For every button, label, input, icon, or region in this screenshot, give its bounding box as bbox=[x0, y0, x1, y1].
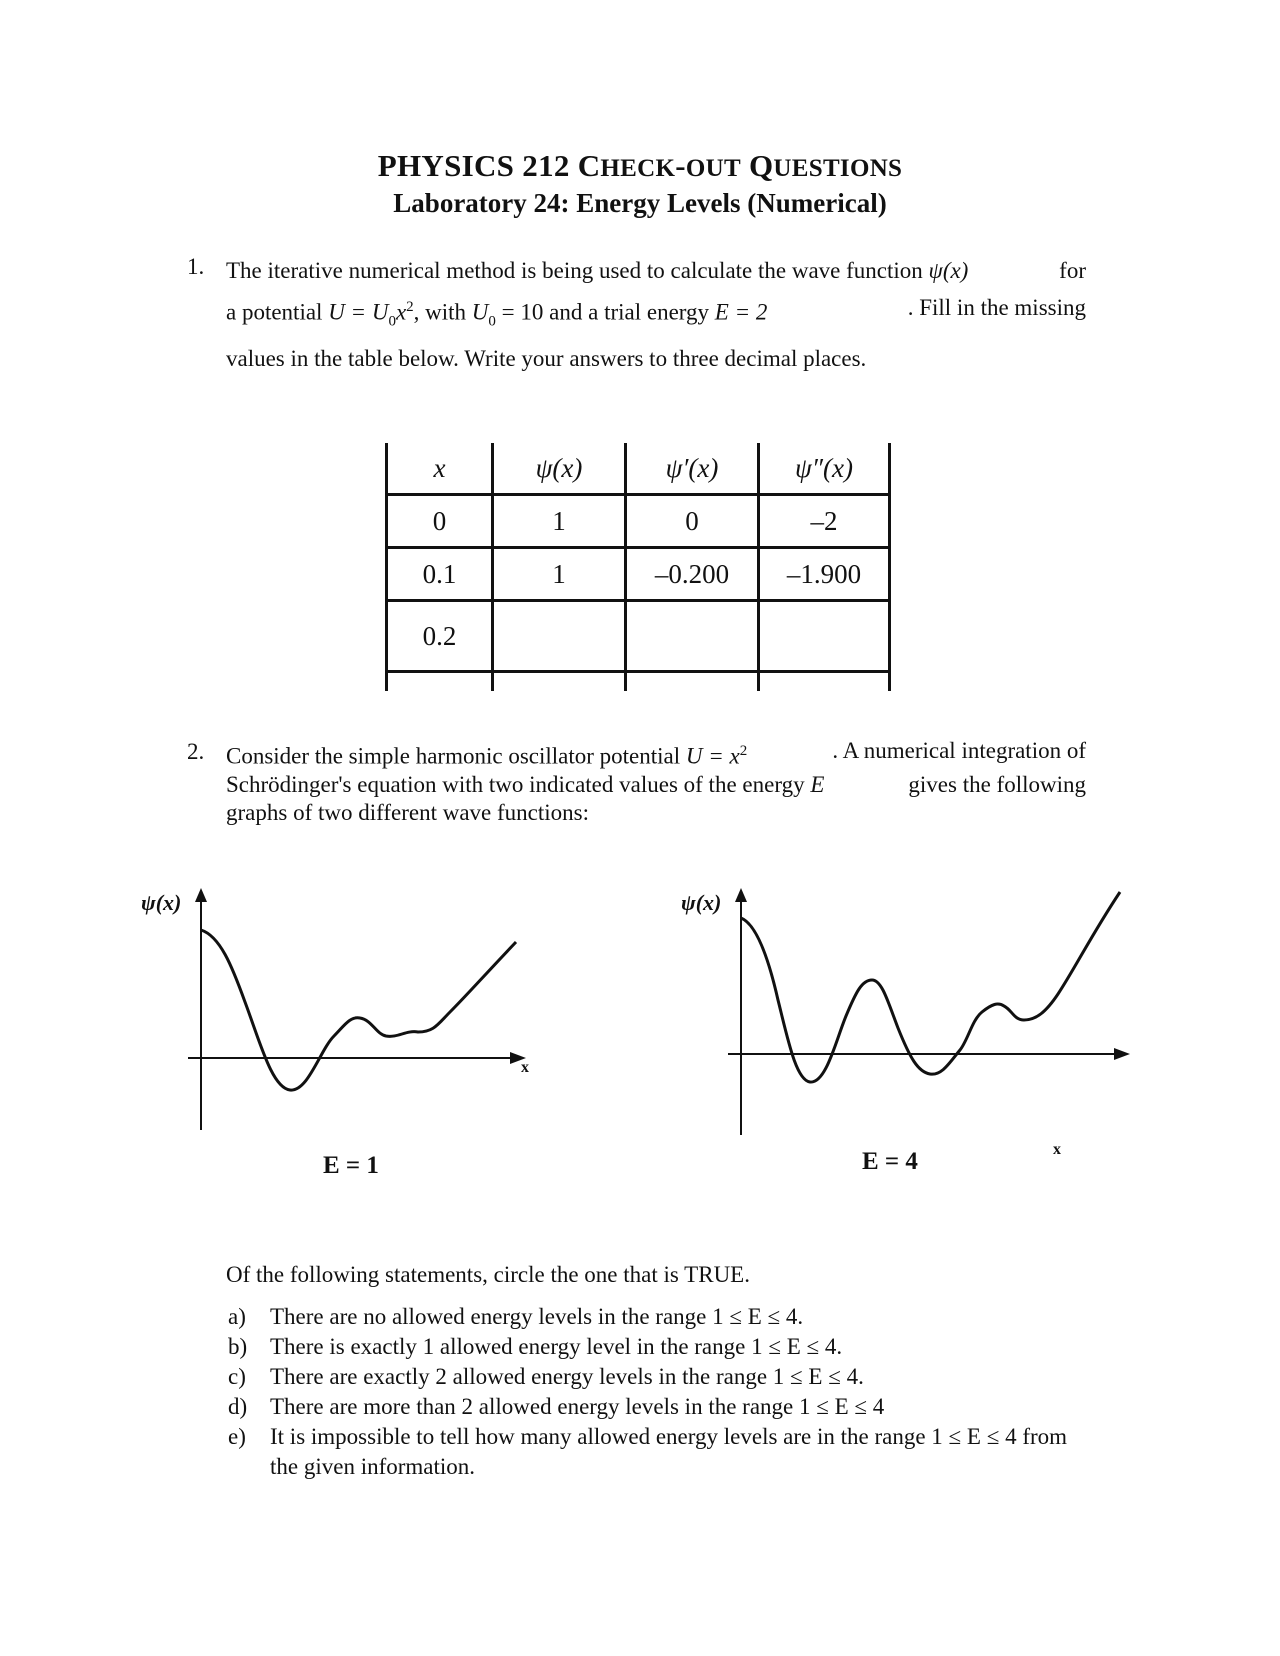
table-cell: –2 bbox=[759, 495, 890, 548]
graph-1-y-arrow-icon bbox=[195, 888, 207, 902]
option-a[interactable] bbox=[228, 1302, 1088, 1332]
option-text: There are more than 2 allowed energy levels in the range 1 ≤ E ≤ 4 bbox=[270, 1394, 885, 1419]
option-letter: b) bbox=[228, 1334, 248, 1359]
graph-1-curve bbox=[201, 930, 516, 1090]
table-header-cell: ψ′(x) bbox=[626, 443, 759, 495]
table-cell: 0.2 bbox=[387, 601, 493, 672]
question-2-text: Consider the simple harmonic oscillator potential $U = x^2$ . A numerical integration of Schrödinger's equation with two indicated values of the energy E gives the following graphs of two different wave functions: bbox=[226, 738, 1086, 825]
option-text: There are no allowed energy levels in the range 1 ≤ E ≤ 4. bbox=[270, 1304, 804, 1329]
option-text: It is impossible to tell how many allowed energy levels are in the range 1 ≤ E ≤ 4 from the given information. bbox=[270, 1424, 1068, 1479]
table-header-cell: x bbox=[387, 443, 493, 495]
graph-2-y-arrow-icon bbox=[735, 888, 747, 902]
graph-1-wavefunction bbox=[180, 880, 540, 1150]
graph-1-xlabel: x bbox=[521, 1059, 529, 1076]
table-cell: 0.1 bbox=[387, 548, 493, 601]
table-row bbox=[387, 601, 890, 672]
graph-2-ylabel: ψ(x) bbox=[681, 890, 722, 915]
graph-2-x-arrow-icon bbox=[1114, 1048, 1130, 1060]
table-row bbox=[387, 548, 890, 601]
question-2-prompt: Of the following statements, circle the one that is TRUE. bbox=[226, 1262, 750, 1287]
table-cell: 0 bbox=[387, 495, 493, 548]
option-c[interactable] bbox=[228, 1362, 1088, 1392]
graph-1-ylabel: ψ(x) bbox=[141, 890, 182, 915]
option-letter: c) bbox=[228, 1364, 246, 1389]
table-cell: –0.200 bbox=[626, 548, 759, 601]
answer-cell-psi-prime[interactable] bbox=[626, 601, 759, 672]
table-header-cell: ψ(x) bbox=[493, 443, 626, 495]
table-header-row bbox=[387, 443, 890, 495]
question-1-number: 1. bbox=[187, 254, 205, 279]
option-letter: e) bbox=[228, 1424, 246, 1449]
table-cell: –1.900 bbox=[759, 548, 890, 601]
table-cell: 1 bbox=[493, 495, 626, 548]
table-cell: 1 bbox=[493, 548, 626, 601]
graph-1-energy-label: E = 1 bbox=[323, 1152, 379, 1179]
values-table bbox=[385, 443, 891, 691]
question-2-number: 2. bbox=[187, 739, 205, 764]
table-cell: 0 bbox=[626, 495, 759, 548]
option-letter: a) bbox=[228, 1304, 246, 1329]
page-subtitle: Laboratory 24: Energy Levels (Numerical) bbox=[393, 188, 887, 218]
graph-2-xlabel: x bbox=[1053, 1141, 1061, 1158]
question-1-text: The iterative numerical method is being used to calculate the wave function ψ(x) for a potential $U = U_0x^2$, with $U_0 = 10$ and a trial energy E = 2 . Fill in the missing values in the table below. Write your answers to three decimal places. bbox=[226, 258, 1086, 372]
option-letter: d) bbox=[228, 1394, 248, 1419]
option-text: There are exactly 2 allowed energy levels in the range 1 ≤ E ≤ 4. bbox=[270, 1364, 864, 1389]
option-b[interactable] bbox=[228, 1332, 1088, 1362]
option-text: There is exactly 1 allowed energy level in the range 1 ≤ E ≤ 4. bbox=[270, 1334, 843, 1359]
option-e[interactable] bbox=[228, 1422, 1088, 1482]
answer-options bbox=[228, 1302, 1088, 1482]
table-row bbox=[387, 495, 890, 548]
graph-2-energy-label: E = 4 bbox=[862, 1148, 918, 1175]
option-d[interactable] bbox=[228, 1392, 1088, 1422]
graph-2-wavefunction bbox=[720, 880, 1140, 1150]
answer-cell-psi-double-prime[interactable] bbox=[759, 601, 890, 672]
page-title: PHYSICS 212 CHECK-OUT QUESTIONS bbox=[377, 148, 903, 183]
table-header-cell: ψ″(x) bbox=[759, 443, 890, 495]
answer-cell-psi[interactable] bbox=[493, 601, 626, 672]
table-tail-row bbox=[387, 672, 890, 692]
